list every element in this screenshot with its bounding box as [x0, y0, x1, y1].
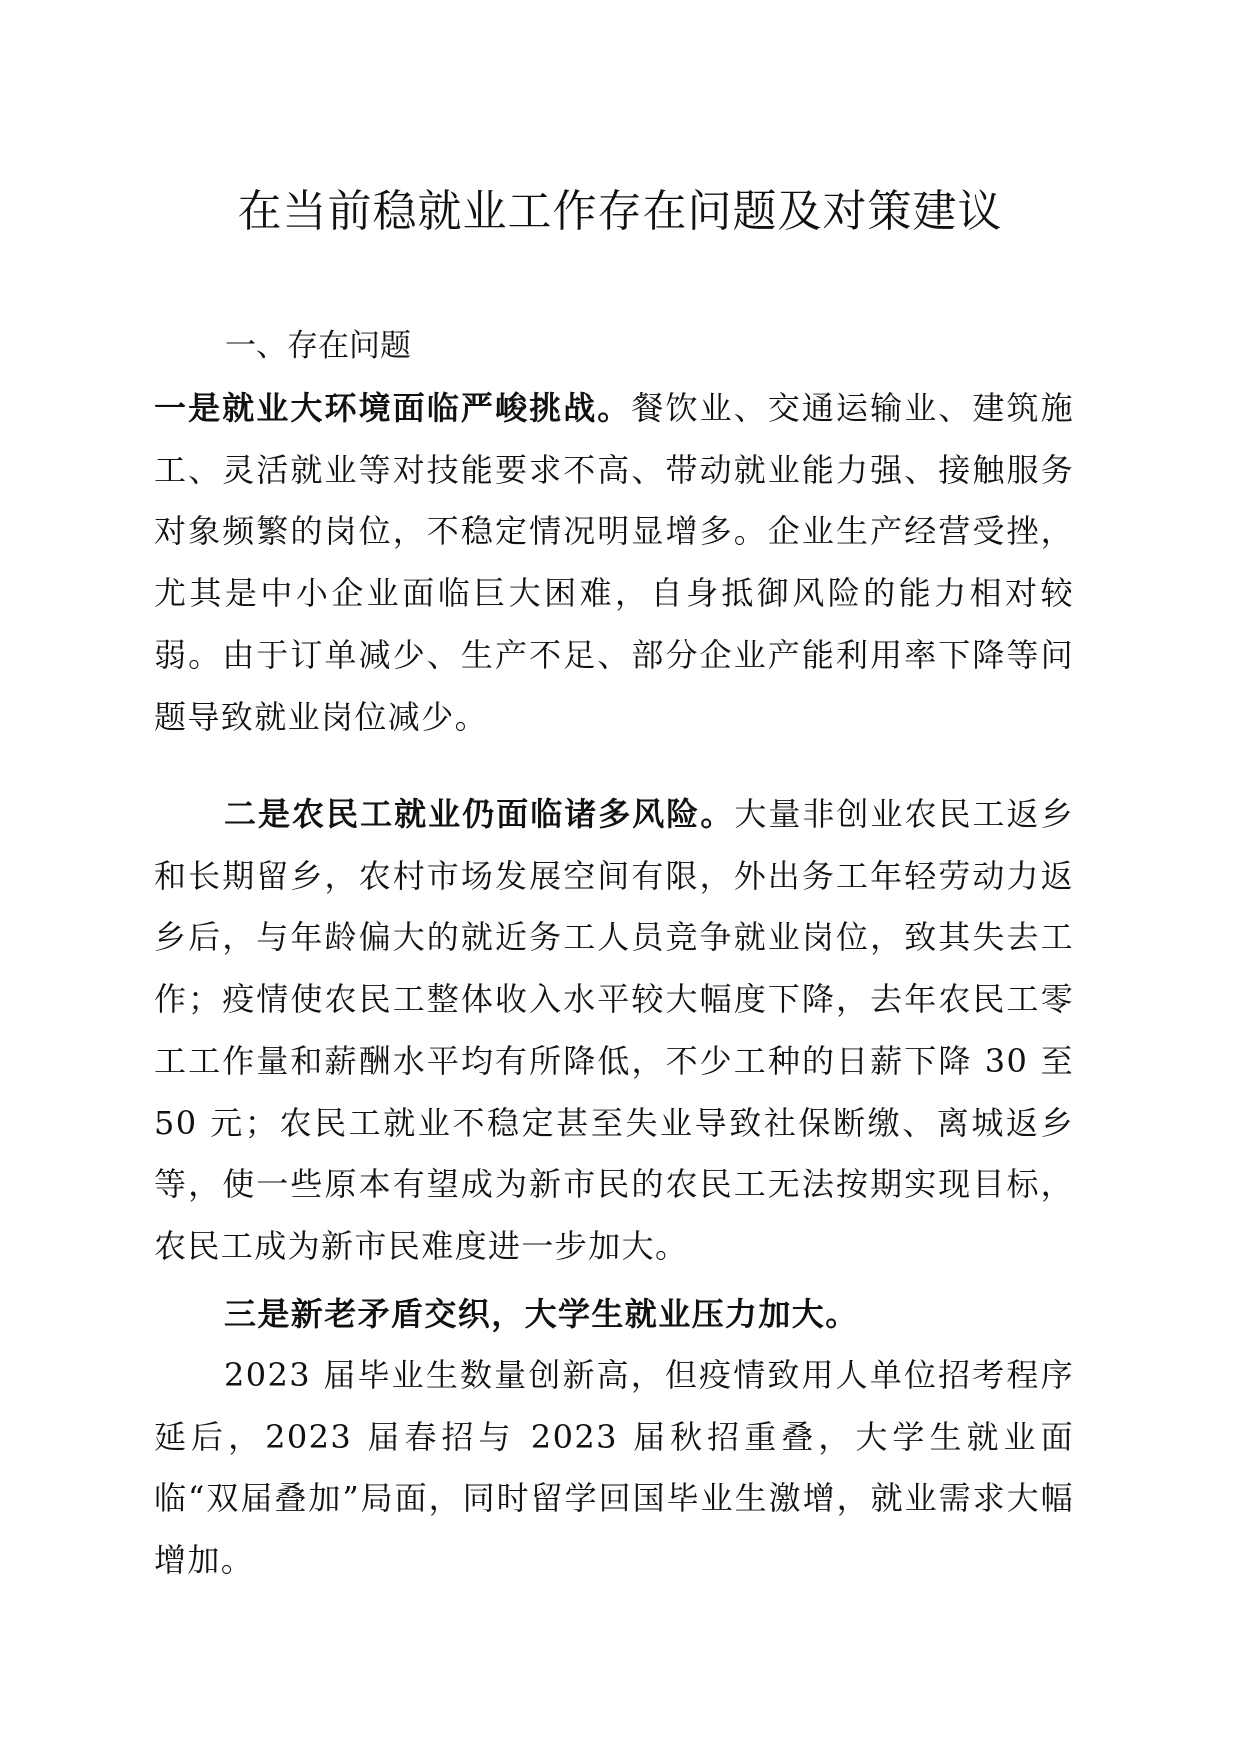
paragraph-body: 2023 届毕业生数量创新高，但疫情致用人单位招考程序延后，2023 届春招与 2023 届秋招重叠，大学生就业面临“双届叠加”局面，同时留学回国毕业生激增，就业需求大幅增加。	[154, 1356, 1074, 1580]
paragraph-migrant-workers	[154, 784, 1074, 1278]
document-title: 在当前稳就业工作存在问题及对策建议	[237, 186, 1003, 237]
paragraph-lead: 二是农民工就业仍面临诸多风险。	[224, 795, 735, 833]
paragraph-employment-environment	[154, 378, 1074, 748]
section-heading: 一、存在问题	[225, 328, 411, 364]
paragraph-graduate-pressure-heading	[154, 1284, 1074, 1346]
paragraph-body: 餐饮业、交通运输业、建筑施工、灵活就业等对技能要求不高、带动就业能力强、接触服务对象频繁的岗位，不稳定情况明显增多。企业生产经营受挫，尤其是中小企业面临巨大困难，自身抵御风险的能力相对较弱。由于订单减少、生产不足、部分企业产能利用率下降等问题导致就业岗位减少。	[154, 389, 1075, 736]
paragraph-lead: 三是新老矛盾交织，大学生就业压力加大。	[224, 1295, 859, 1333]
paragraph-body: 大量非创业农民工返乡和长期留乡，农村市场发展空间有限，外出务工年轻劳动力返乡后，与年龄偏大的就近务工人员竞争就业岗位，致其失去工作；疫情使农民工整体收入水平较大幅度下降，去年农民工零工工作量和薪酬水平均有所降低，不少工种的日薪下降 30 至 50 元；农民工就业不稳定甚至失业导致社保断缴、离城返乡等，使一些原本有望成为新市民的农民工无法按期实现目标，农民工成为新市民难度进一步加大。	[154, 795, 1074, 1265]
paragraph-lead: 一是就业大环境面临严峻挑战。	[154, 389, 632, 427]
paragraph-graduates-2023	[154, 1345, 1074, 1592]
